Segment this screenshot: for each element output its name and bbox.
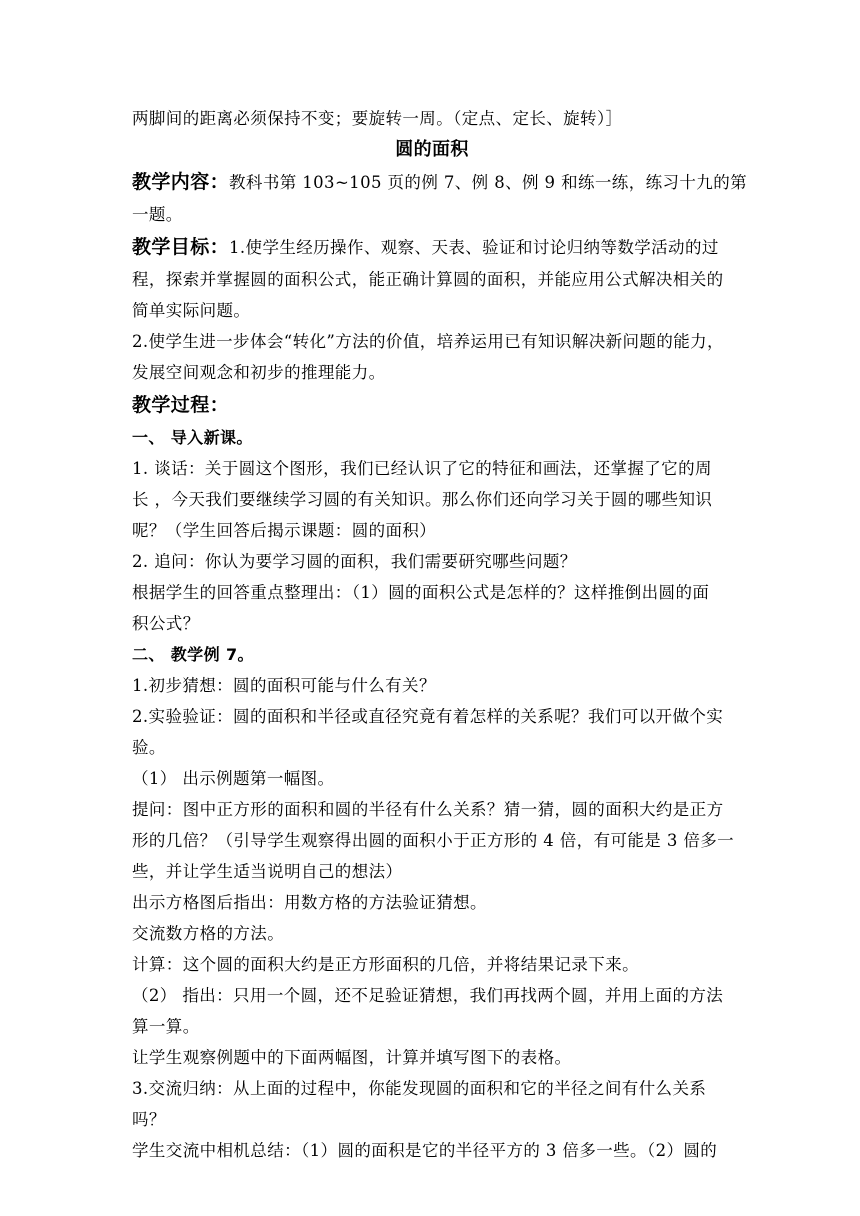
text-line: 1.初步猜想：圆的面积可能与什么有关？ [132,676,436,695]
text-line: 1. 谈话：关于圆这个图形，我们已经认识了它的特征和画法，还掌握了它的周 [132,459,712,478]
text-line: 2.使学生进一步体会“转化”方法的价值，培养运用已有知识解决新问题的能力， [132,332,724,351]
text-line: 程，探索并掌握圆的面积公式，能正确计算圆的面积，并能应用公式解决相关的 [132,270,724,289]
text-line: 学生交流中相机总结：（1）圆的面积是它的半径平方的 3 倍多一些。（2）圆的 [132,1141,718,1160]
text-line: 两脚间的距离必须保持不变；要旋转一周。（定点、定长、旋转）］ [132,109,623,128]
content-text: 教科书第 103~105 页的例 7、例 8、例 9 和练一练，练习十九的第 [229,173,747,192]
text-line: 些，并让学生适当说明自己的想法） [132,862,403,881]
text-line: 2. 追问：你认为要学习圆的面积，我们需要研究哪些问题？ [132,552,577,571]
text-line: 提问：图中正方形的面积和圆的半径有什么关系？猜一猜，圆的面积大约是正方 [132,800,724,819]
section-heading-1: 一、 导入新课。 [132,428,253,447]
text-line: 算一算。 [132,1017,200,1036]
text-line: 计算：这个圆的面积大约是正方形面积的几倍，并将结果记录下来。 [132,955,639,974]
text-line: 一题。 [132,205,183,224]
text-line: （1） 出示例题第一幅图。 [132,769,335,788]
goal-label: 教学目标： [132,236,230,258]
document-page [132,103,747,1166]
section-heading-2: 二、 教学例 7。 [132,645,254,664]
text-line: 验。 [132,738,166,757]
text-line: 根据学生的回答重点整理出：（1）圆的面积公式是怎样的？这样推倒出圆的面 [132,583,710,602]
text-line: 3.交流归纳：从上面的过程中，你能发现圆的面积和它的半径之间有什么关系 [132,1079,707,1098]
content-paragraph [132,165,747,199]
content-label: 教学内容： [132,171,230,193]
text-line: （2） 指出：只用一个圆，还不足验证猜想，我们再找两个圆，并用上面的方法 [132,986,724,1005]
text-line: 长 ，今天我们要继续学习圆的有关知识。那么你们还向学习关于圆的哪些知识 [132,490,713,509]
section-title: 圆的面积 [395,139,469,160]
goal-text: 1.使学生经历操作、观察、天表、验证和讨论归纳等数学活动的过 [229,238,719,257]
text-line: 简单实际问题。 [132,301,251,320]
text-line: 2.实验验证：圆的面积和半径或直径究竟有着怎样的关系呢？我们可以开做个实 [132,707,724,726]
text-line: 积公式？ [132,614,200,633]
text-line: 呢？（学生回答后揭示课题：圆的面积） [132,521,437,540]
text-line: 让学生观察例题中的下面两幅图，计算并填写图下的表格。 [132,1048,572,1067]
text-line: 发展空间观念和初步的推理能力。 [132,363,386,382]
text-line: 吗？ [132,1110,166,1129]
goal-paragraph [132,230,732,264]
text-line: 形的几倍？（引导学生观察得出圆的面积小于正方形的 4 倍，有可能是 3 倍多一 [132,831,735,850]
text-line: 交流数方格的方法。 [132,924,285,943]
process-label: 教学过程： [132,394,230,416]
text-line: 出示方格图后指出：用数方格的方法验证猜想。 [132,893,487,912]
